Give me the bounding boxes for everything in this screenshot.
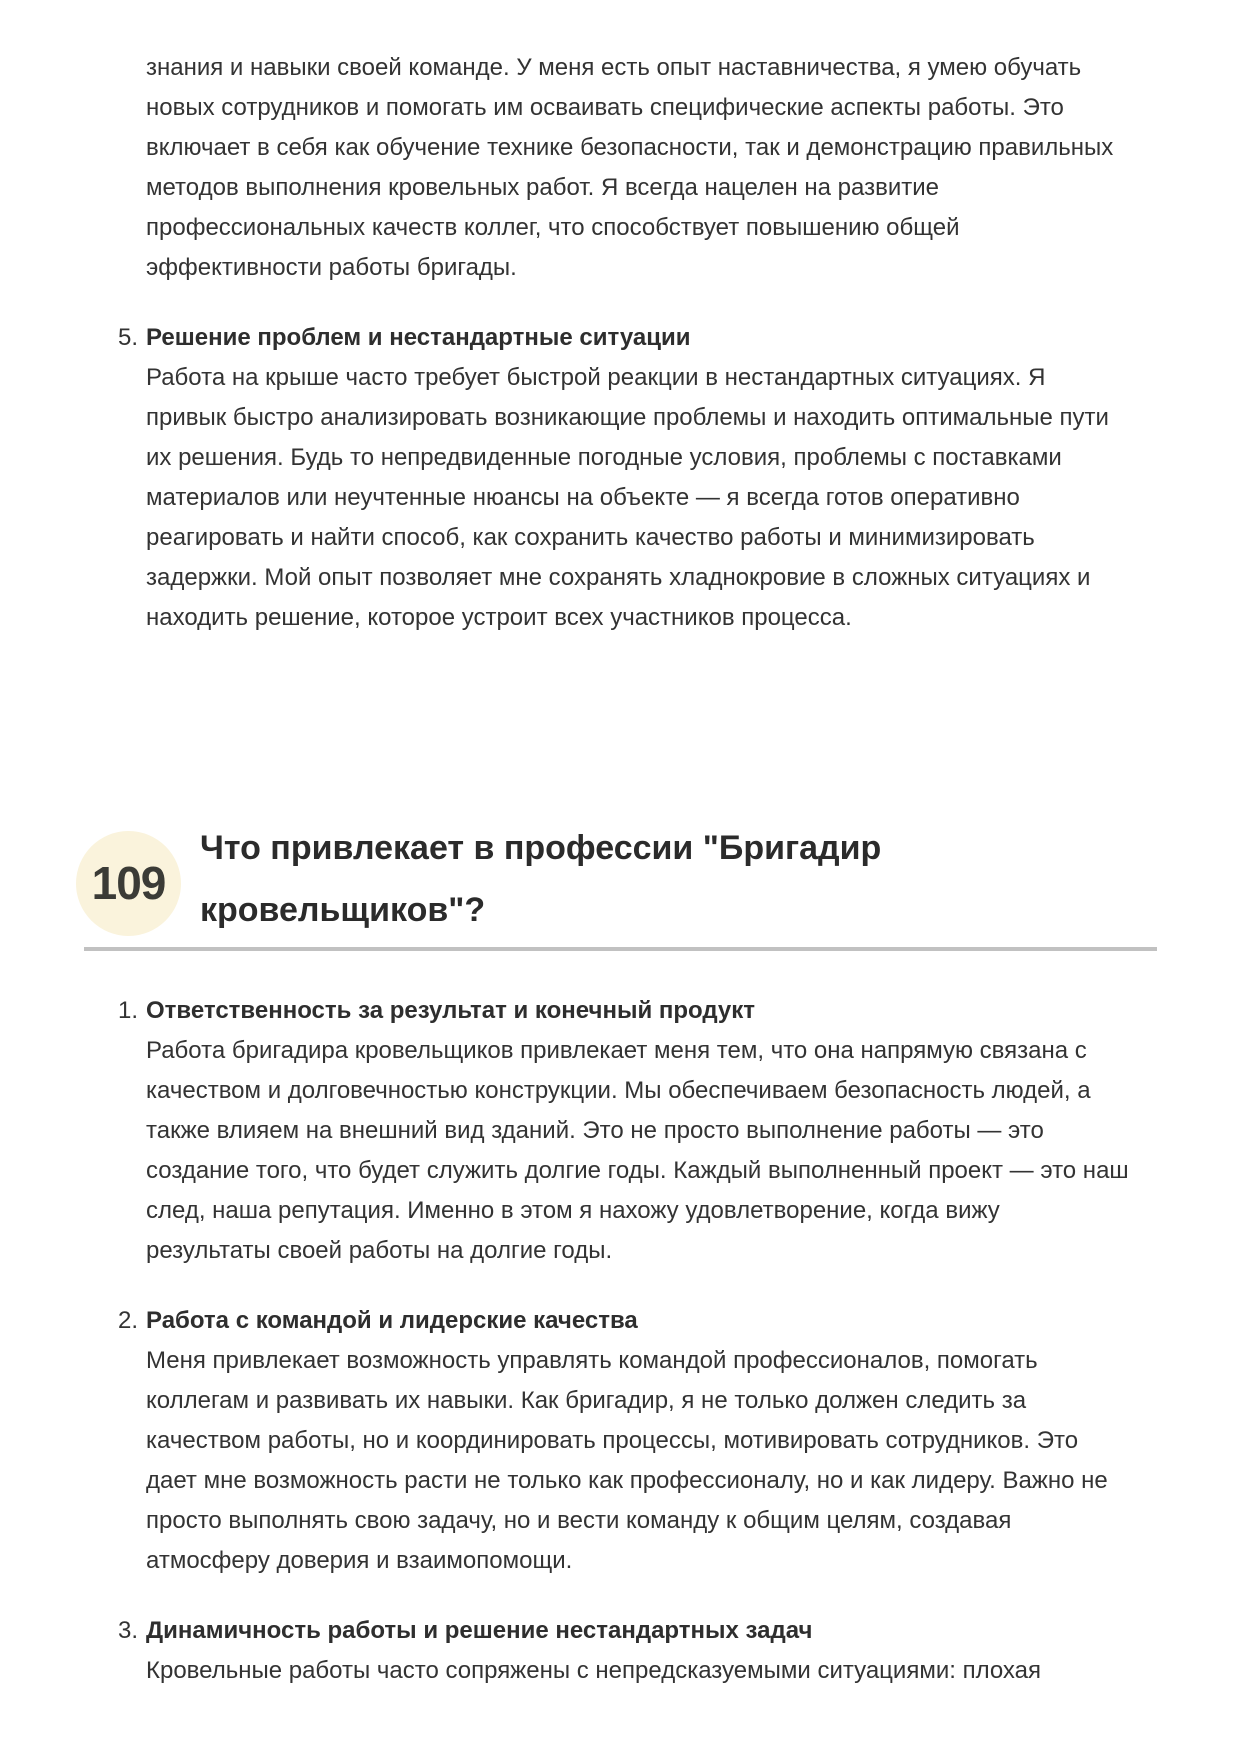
item-body: Меня привлекает возможность управлять командой профессионалов, помогать коллегам и развивать их навыки. Как бригадир, я не только должен следить за качеством работы, но и координировать процессы, мотивировать сотрудников. Это дает мне возможность расти не только как профессионалу, но и как лидеру. Важно не просто выполнять свою задачу, но и вести команду к общим целям, создавая атмосферу доверия и взаимопомощи.	[146, 1347, 1108, 1574]
content-column	[84, 0, 1157, 1691]
item-title: Работа с командой и лидерские качества	[146, 1307, 638, 1334]
item-number: 3.	[117, 1617, 138, 1644]
item-title: Решение проблем и нестандартные ситуации	[146, 324, 691, 351]
question-title: Что привлекает в профессии "Бригадир кровельщиков"?	[200, 829, 882, 929]
item-number: 5.	[117, 324, 138, 351]
item-body: Работа бригадира кровельщиков привлекает меня тем, что она напрямую связана с качеством и долговечностью конструкции. Мы обеспечиваем безопасность людей, а также влияем на внешний вид зданий. Это не просто выполнение работы — это создание того, что будет служить долгие годы. Каждый выполненный проект — это наш след, наша репутация. Именно в этом я нахожу удовлетворение, когда вижу результаты своей работы на долгие годы.	[146, 1037, 1129, 1264]
continuation-paragraph: знания и навыки своей команде. У меня есть опыт наставничества, я умею обучать новых сотрудников и помогать им осваивать специфические аспекты работы. Это включает в себя как обучение технике безопасности, так и демонстрацию правильных методов выполнения кровельных работ. Я всегда нацелен на развитие профессиональных качеств коллег, что способствует повышению общей эффективности работы бригады.	[146, 54, 1114, 281]
list-item-2	[84, 1301, 1157, 1581]
list-item-5	[84, 318, 1157, 638]
item-number: 2.	[117, 1307, 138, 1334]
item-title: Ответственность за результат и конечный продукт	[146, 997, 755, 1024]
list-item-3	[84, 1611, 1157, 1691]
item-title: Динамичность работы и решение нестандартных задач	[146, 1617, 813, 1644]
question-number: 109	[91, 857, 166, 909]
question-number-badge	[76, 831, 181, 936]
section-divider	[84, 947, 1157, 951]
answer-list	[84, 991, 1157, 1691]
question-header	[84, 817, 1157, 941]
list-item-1	[84, 991, 1157, 1271]
item-body: Кровельные работы часто сопряжены с непредсказуемыми ситуациями: плохая	[146, 1657, 1041, 1684]
item-number: 1.	[117, 997, 138, 1024]
item-body: Работа на крыше часто требует быстрой реакции в нестандартных ситуациях. Я привык быстро анализировать возникающие проблемы и находить оптимальные пути их решения. Будь то непредвиденные погодные условия, проблемы с поставками материалов или неучтенные нюансы на объекте — я всегда готов оперативно реагировать и найти способ, как сохранить качество работы и минимизировать задержки. Мой опыт позволяет мне сохранять хладнокровие в сложных ситуациях и находить решение, которое устроит всех участников процесса.	[146, 364, 1109, 631]
